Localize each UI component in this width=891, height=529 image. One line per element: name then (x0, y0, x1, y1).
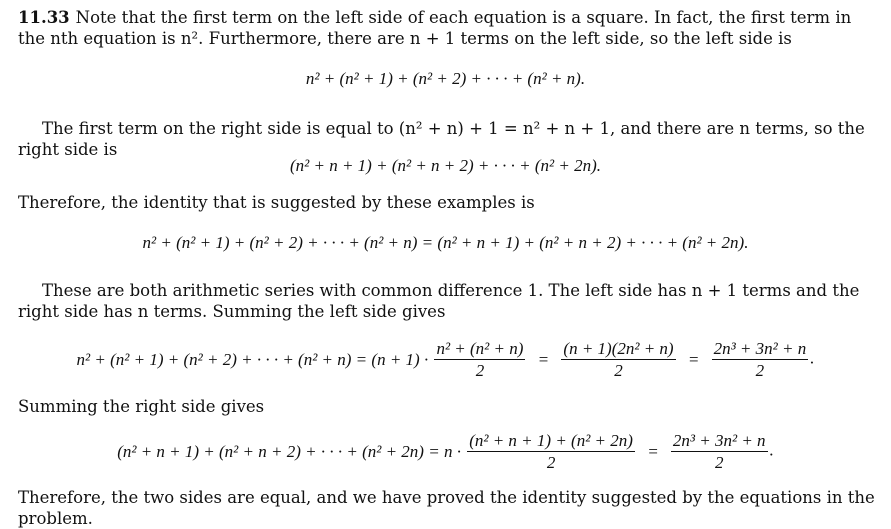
equation-right-side: (n² + n + 1) + (n² + n + 2) + · · · + (n² + 2n). (289, 156, 602, 175)
fraction-numerator: (n² + n + 1) + (n² + 2n) (467, 430, 635, 452)
equals-sign: = (687, 350, 700, 370)
paragraph-conclusion: Therefore, the two sides are equal, and we have proved the identity suggested by the equations in the problem. (18, 488, 875, 528)
paragraph-identity: Therefore, the identity that is suggested by these examples is (18, 193, 535, 212)
right-sum-fraction-1 (467, 430, 635, 474)
equation-right-sum (0, 430, 891, 474)
paragraph-arithmetic: These are both arithmetic series with common difference 1. The left side has n + 1 terms and the right side has n terms. Summing the left side gives (18, 281, 860, 321)
right-sum-fraction-2 (671, 430, 768, 474)
right-sum-lhs: (n² + n + 1) + (n² + n + 2) + · · · + (n² + 2n) = n · (117, 442, 461, 462)
paragraph-intro (18, 8, 881, 49)
paragraph-intro-text: Note that the first term on the left side of each equation is a square. In fact, the first term in the nth equation is n². Furthermore, there are n + 1 terms on the left side, so the left side is (18, 8, 852, 48)
fraction-numerator: n² + (n² + n) (434, 338, 525, 360)
left-sum-fraction-3 (712, 338, 809, 382)
fraction-denominator: 2 (546, 453, 556, 473)
equals-sign: = (537, 350, 550, 370)
paragraph-right-side: The first term on the right side is equal to (n² + n) + 1 = n² + n + 1, and there are n terms, so the right side is (18, 119, 865, 159)
left-sum-fraction-1 (434, 338, 525, 382)
fraction-denominator: 2 (714, 453, 724, 473)
left-sum-fraction-2 (561, 338, 675, 382)
fraction-denominator: 2 (614, 361, 623, 381)
fraction-numerator: (n + 1)(2n² + n) (561, 338, 675, 360)
equals-sign: = (647, 442, 659, 462)
equation-left-side: n² + (n² + 1) + (n² + 2) + · · · + (n² + n). (305, 69, 586, 88)
equation-period: . (810, 348, 815, 368)
problem-number: 11.33 (18, 8, 70, 27)
equation-period: . (769, 440, 774, 460)
equation-left-sum (0, 338, 891, 382)
fraction-numerator: 2n³ + 3n² + n (671, 430, 768, 452)
equation-identity: n² + (n² + 1) + (n² + 2) + · · · + (n² + n) = (n² + n + 1) + (n² + n + 2) + · · · + (n² + 2n). (142, 233, 749, 252)
paragraph-right-sum: Summing the right side gives (18, 397, 265, 416)
fraction-denominator: 2 (475, 361, 485, 381)
fraction-numerator: 2n³ + 3n² + n (712, 338, 809, 360)
left-sum-lhs: n² + (n² + 1) + (n² + 2) + · · · + (n² + n) = (n + 1) · (76, 350, 429, 370)
fraction-denominator: 2 (755, 361, 765, 381)
